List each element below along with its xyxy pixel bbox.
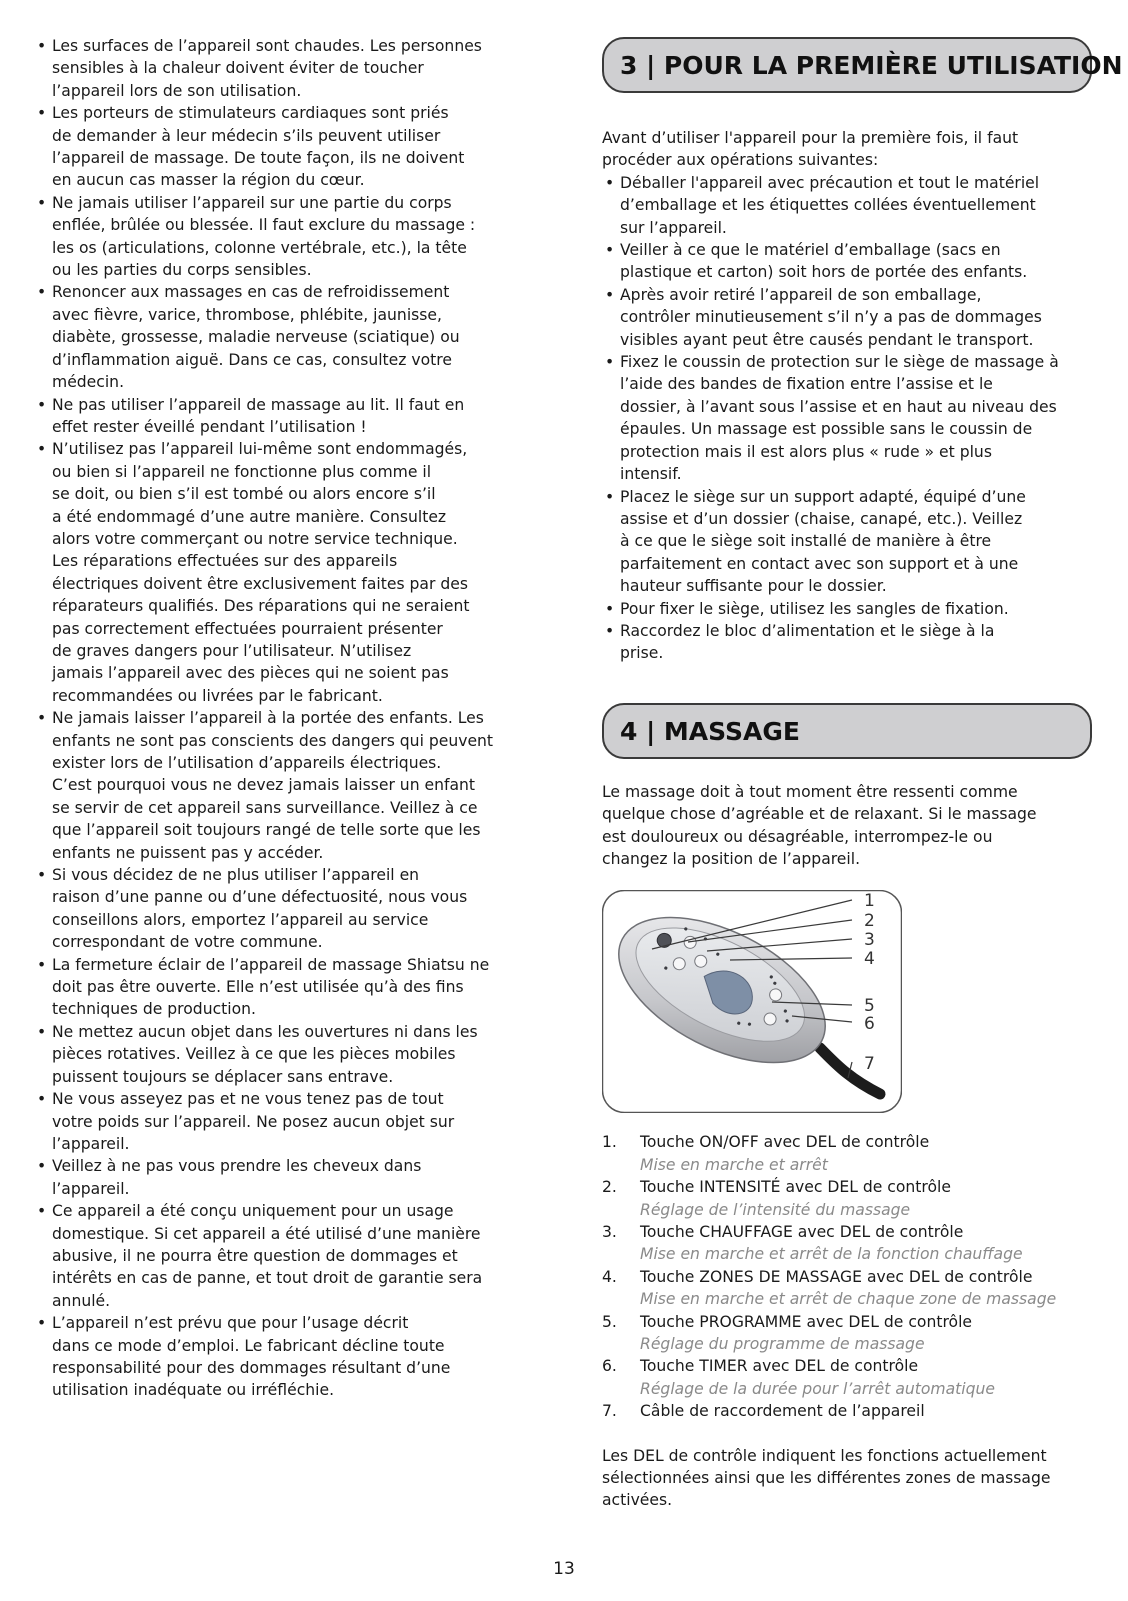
remote-control-figure [602, 890, 902, 1113]
text-line: Les réparations effectuées sur des appareils [52, 552, 398, 571]
text-line: Veillez à ne pas vous prendre les cheveux dans [52, 1157, 422, 1176]
text-line: est douloureux ou désagréable, interrompez-le ou [602, 827, 993, 846]
callout-3: 3 [864, 930, 875, 951]
key-number: 4. [602, 1267, 617, 1286]
bullet-item [34, 35, 534, 102]
section-3-bullet-list [602, 172, 1092, 665]
bullet-icon: • [37, 866, 47, 885]
bullet-icon: • [605, 285, 615, 304]
text-line: effet rester éveillé pendant l’utilisation ! [52, 417, 367, 436]
key-label: Touche TIMER avec DEL de contrôle [640, 1357, 919, 1376]
bullet-icon: • [605, 353, 615, 372]
text-line: de demander à leur médecin s’ils peuvent utiliser [52, 126, 441, 145]
bullet-item [602, 620, 1092, 665]
bullet-item [602, 239, 1092, 284]
text-line: doit pas être ouverte. Elle n’est utilisée qu’à des fins [52, 978, 464, 997]
text-line: correspondant de votre commune. [52, 933, 323, 952]
bullet-icon: • [37, 395, 47, 414]
text-line: plastique et carton) soit hors de portée des enfants. [620, 263, 1028, 282]
key-number: 5. [602, 1312, 617, 1331]
section-4-intro [602, 781, 1092, 871]
key-description: Réglage du programme de massage [640, 1335, 925, 1354]
remote-control-illustration [602, 890, 902, 1113]
text-line: assise et d’un dossier (chaise, canapé, etc.). Veillez [620, 509, 1023, 528]
section-4-heading: 4 | MASSAGE [602, 703, 1092, 759]
bullet-icon: • [37, 1022, 47, 1041]
text-line: raison d’une panne ou d’une défectuosité, nous vous [52, 888, 468, 907]
text-line: médecin. [52, 373, 125, 392]
text-line: d’emballage et les étiquettes collées éventuellement [620, 196, 1036, 215]
callout-1: 1 [864, 891, 875, 912]
key-label: Touche ZONES DE MASSAGE avec DEL de contrôle [640, 1267, 1033, 1286]
text-line: Ne jamais utiliser l’appareil sur une partie du corps [52, 193, 452, 212]
callout-4: 4 [864, 949, 875, 970]
text-line: ou les parties du corps sensibles. [52, 261, 312, 280]
text-line: C’est pourquoi vous ne devez jamais laisser un enfant [52, 776, 476, 795]
text-line: domestique. Si cet appareil a été utilisé d’une manière [52, 1224, 481, 1243]
bullet-item [34, 1021, 534, 1088]
text-line: Si vous décidez de ne plus utiliser l’appareil en [52, 866, 420, 885]
text-line: enfants ne puissent pas y accéder. [52, 843, 324, 862]
text-line: l’appareil lors de son utilisation. [52, 81, 302, 100]
text-line: annulé. [52, 1291, 111, 1310]
text-line: Fixez le coussin de protection sur le siège de massage à [620, 353, 1059, 372]
text-line: de graves dangers pour l’utilisateur. N’utilisez [52, 641, 412, 660]
text-line: protection mais il est alors plus « rude » et plus [620, 442, 992, 461]
text-line: Les DEL de contrôle indiquent les fonctions actuellement [602, 1446, 1047, 1465]
key-number: 1. [602, 1133, 617, 1152]
bullet-icon: • [37, 1314, 47, 1333]
text-line: procéder aux opérations suivantes: [602, 151, 879, 170]
text-line: pas correctement effectuées pourraient présenter [52, 619, 443, 638]
text-line: enfants ne sont pas conscients des dangers qui peuvent [52, 731, 494, 750]
text-line: Renoncer aux massages en cas de refroidissement [52, 283, 450, 302]
bullet-icon: • [37, 37, 47, 55]
key-number: 7. [602, 1402, 617, 1421]
text-line: parfaitement en contact avec son support et à une [620, 554, 1019, 573]
text-line: se servir de cet appareil sans surveillance. Veillez à ce [52, 798, 478, 817]
text-line: Ne vous asseyez pas et ne vous tenez pas de tout [52, 1090, 444, 1109]
text-line: ou bien si l’appareil ne fonctionne plus comme il [52, 462, 432, 481]
text-line: responsabilité pour des dommages résultant d’une [52, 1358, 451, 1377]
bullet-item [34, 1155, 534, 1200]
key-label: Touche ON/OFF avec DEL de contrôle [640, 1133, 930, 1152]
bullet-icon: • [37, 193, 47, 212]
text-line: se doit, ou bien s’il est tombé ou alors encore s’il [52, 485, 436, 504]
bullet-icon: • [605, 173, 615, 192]
text-line: Avant d’utiliser l'appareil pour la première fois, il faut [602, 129, 1019, 147]
text-line: intérêts en cas de panne, et tout droit de garantie sera [52, 1269, 483, 1288]
text-line: sélectionnées ainsi que les différentes zones de massage [602, 1469, 1051, 1488]
bullet-item [602, 284, 1092, 351]
bullet-icon: • [37, 709, 47, 728]
key-description: Réglage de l’intensité du massage [640, 1200, 911, 1219]
text-line: intensif. [620, 465, 682, 484]
bullet-icon: • [605, 487, 615, 506]
key-label: Câble de raccordement de l’appareil [640, 1402, 925, 1421]
text-line: diabète, grossesse, maladie nerveuse (sciatique) ou [52, 328, 460, 347]
bullet-icon: • [605, 621, 615, 640]
text-line: L’appareil n’est prévu que pour l’usage décrit [52, 1314, 409, 1333]
text-line: visibles ayant peut être causés pendant le transport. [620, 330, 1034, 349]
text-line: Placez le siège sur un support adapté, équipé d’une [620, 487, 1026, 506]
bullet-item [602, 486, 1092, 598]
text-line: prise. [620, 644, 664, 663]
text-line: les os (articulations, colonne vertébrale, etc.), la tête [52, 238, 467, 257]
key-number: 6. [602, 1357, 617, 1376]
bullet-item [34, 102, 534, 192]
right-column [602, 35, 1123, 1512]
text-line: contrôler minutieusement s’il n’y a pas de dommages [620, 308, 1042, 327]
bullet-item [34, 1088, 534, 1155]
text-line: sensibles à la chaleur doivent éviter de toucher [52, 59, 424, 78]
bullet-item [34, 864, 534, 954]
bullet-item [602, 172, 1092, 239]
key-item [602, 1355, 1092, 1400]
bullet-icon: • [37, 283, 47, 302]
bullet-icon: • [37, 955, 47, 974]
key-item [602, 1266, 1092, 1311]
text-line: exister lors de l’utilisation d’appareils électriques. [52, 754, 442, 772]
text-line: Déballer l'appareil avec précaution et tout le matériel [620, 173, 1040, 192]
bullet-item [34, 281, 534, 393]
bullet-item [34, 192, 534, 282]
text-line: Les surfaces de l’appareil sont chaudes. Les personnes [52, 37, 482, 55]
callout-7: 7 [864, 1054, 875, 1075]
callout-6: 6 [864, 1014, 875, 1035]
text-line: que l’appareil soit toujours rangé de telle sorte que les [52, 821, 481, 840]
text-line: enflée, brûlée ou blessée. Il faut exclure du massage : [52, 216, 476, 235]
text-line: Le massage doit à tout moment être ressenti comme [602, 782, 1018, 801]
text-line: l’aide des bandes de fixation entre l’assise et le [620, 375, 993, 394]
page-number: 13 [553, 1559, 575, 1579]
text-line: votre poids sur l’appareil. Ne posez aucun objet sur [52, 1112, 455, 1131]
text-line: l’appareil. [52, 1134, 130, 1153]
text-line: Veiller à ce que le matériel d’emballage (sacs en [620, 241, 1001, 260]
text-line: Ce appareil a été conçu uniquement pour un usage [52, 1202, 454, 1221]
key-number: 3. [602, 1223, 617, 1241]
text-line: Les porteurs de stimulateurs cardiaques sont priés [52, 104, 449, 123]
key-number: 2. [602, 1178, 617, 1197]
text-line: électriques doivent être exclusivement faites par des [52, 574, 468, 593]
bullet-item [34, 438, 534, 707]
bullet-icon: • [37, 440, 47, 459]
bullet-icon: • [37, 104, 47, 123]
section-4-closing [602, 1445, 1092, 1512]
text-line: à ce que le siège soit installé de manière à être [620, 532, 992, 551]
key-item [602, 1221, 1092, 1266]
bullet-icon: • [37, 1090, 47, 1109]
key-item [602, 1311, 1092, 1356]
text-line: Ne jamais laisser l’appareil à la portée des enfants. Les [52, 709, 484, 728]
bullet-icon: • [605, 599, 615, 618]
text-line: d’inflammation aiguë. Dans ce cas, consultez votre [52, 350, 452, 369]
text-line: Ne pas utiliser l’appareil de massage au lit. Il faut en [52, 395, 465, 414]
text-line: Après avoir retiré l’appareil de son emballage, [620, 285, 982, 304]
key-item [602, 1176, 1092, 1221]
text-line: utilisation inadéquate ou irréfléchie. [52, 1381, 335, 1400]
text-line: activées. [602, 1491, 673, 1510]
text-line: N’utilisez pas l’appareil lui-même sont endommagés, [52, 440, 468, 459]
text-line: a été endommagé d’une autre manière. Consultez [52, 507, 447, 526]
text-line: changez la position de l’appareil. [602, 849, 861, 868]
key-label: Touche PROGRAMME avec DEL de contrôle [640, 1312, 972, 1331]
text-line: réparateurs qualifiés. Des réparations qui ne seraient [52, 597, 470, 616]
bullet-item [602, 598, 1092, 620]
key-description: Réglage de la durée pour l’arrêt automatique [640, 1379, 995, 1398]
bullet-icon: • [37, 1157, 47, 1176]
text-line: dans ce mode d’emploi. Le fabricant décline toute [52, 1336, 445, 1355]
callout-5: 5 [864, 996, 875, 1017]
text-line: avec fièvre, varice, thrombose, phlébite, jaunisse, [52, 305, 442, 324]
text-line: sur l’appareil. [620, 218, 727, 237]
text-line: l’appareil. [52, 1179, 130, 1198]
key-description: Mise en marche et arrêt [640, 1155, 828, 1174]
key-item [602, 1400, 1092, 1422]
text-line: conseillons alors, emportez l’appareil au service [52, 910, 429, 929]
left-column [34, 35, 534, 1402]
bullet-item [34, 1200, 534, 1312]
key-description: Mise en marche et arrêt de chaque zone de massage [640, 1290, 1057, 1309]
text-line: Ne mettez aucun objet dans les ouvertures ni dans les [52, 1022, 478, 1041]
key-label: Touche CHAUFFAGE avec DEL de contrôle [640, 1223, 964, 1241]
text-line: puissent toujours se déplacer sans entrave. [52, 1067, 394, 1086]
key-description: Mise en marche et arrêt de la fonction chauffage [640, 1245, 1023, 1264]
bullet-item [34, 707, 534, 864]
text-line: dossier, à l’avant sous l’assise et en haut au niveau des [620, 397, 1057, 416]
bullet-item [34, 954, 534, 1021]
bullet-icon: • [605, 241, 615, 260]
section-3-heading: 3 | POUR LA PREMIÈRE UTILISATION [602, 37, 1092, 93]
text-line: techniques de production. [52, 1000, 256, 1019]
bullet-item [34, 1312, 534, 1402]
text-line: Pour fixer le siège, utilisez les sangles de fixation. [620, 599, 1009, 618]
remote-keys-list [602, 1131, 1092, 1422]
text-line: Raccordez le bloc d’alimentation et le siège à la [620, 621, 995, 640]
text-line: La fermeture éclair de l’appareil de massage Shiatsu ne [52, 955, 490, 974]
bullet-icon: • [37, 1202, 47, 1221]
text-line: épaules. Un massage est possible sans le coussin de [620, 420, 1033, 439]
text-line: en aucun cas masser la région du cœur. [52, 171, 365, 190]
text-line: quelque chose d’agréable et de relaxant. Si le massage [602, 805, 1037, 824]
section-3-intro [602, 127, 1092, 172]
text-line: alors votre commerçant ou notre service technique. [52, 529, 458, 548]
text-line: l’appareil de massage. De toute façon, ils ne doivent [52, 149, 465, 168]
key-label: Touche INTENSITÉ avec DEL de contrôle [640, 1178, 951, 1197]
safety-bullet-list [34, 35, 534, 1402]
text-line: pièces rotatives. Veillez à ce que les pièces mobiles [52, 1045, 456, 1064]
text-line: abusive, il ne pourra être question de dommages et [52, 1246, 458, 1265]
bullet-item [602, 351, 1092, 485]
callout-2: 2 [864, 911, 875, 932]
text-line: jamais l’appareil avec des pièces qui ne soient pas [52, 664, 449, 683]
key-item [602, 1131, 1092, 1176]
text-line: hauteur suffisante pour le dossier. [620, 577, 887, 596]
bullet-item [34, 394, 534, 439]
text-line: recommandées ou livrées par le fabricant. [52, 686, 383, 705]
